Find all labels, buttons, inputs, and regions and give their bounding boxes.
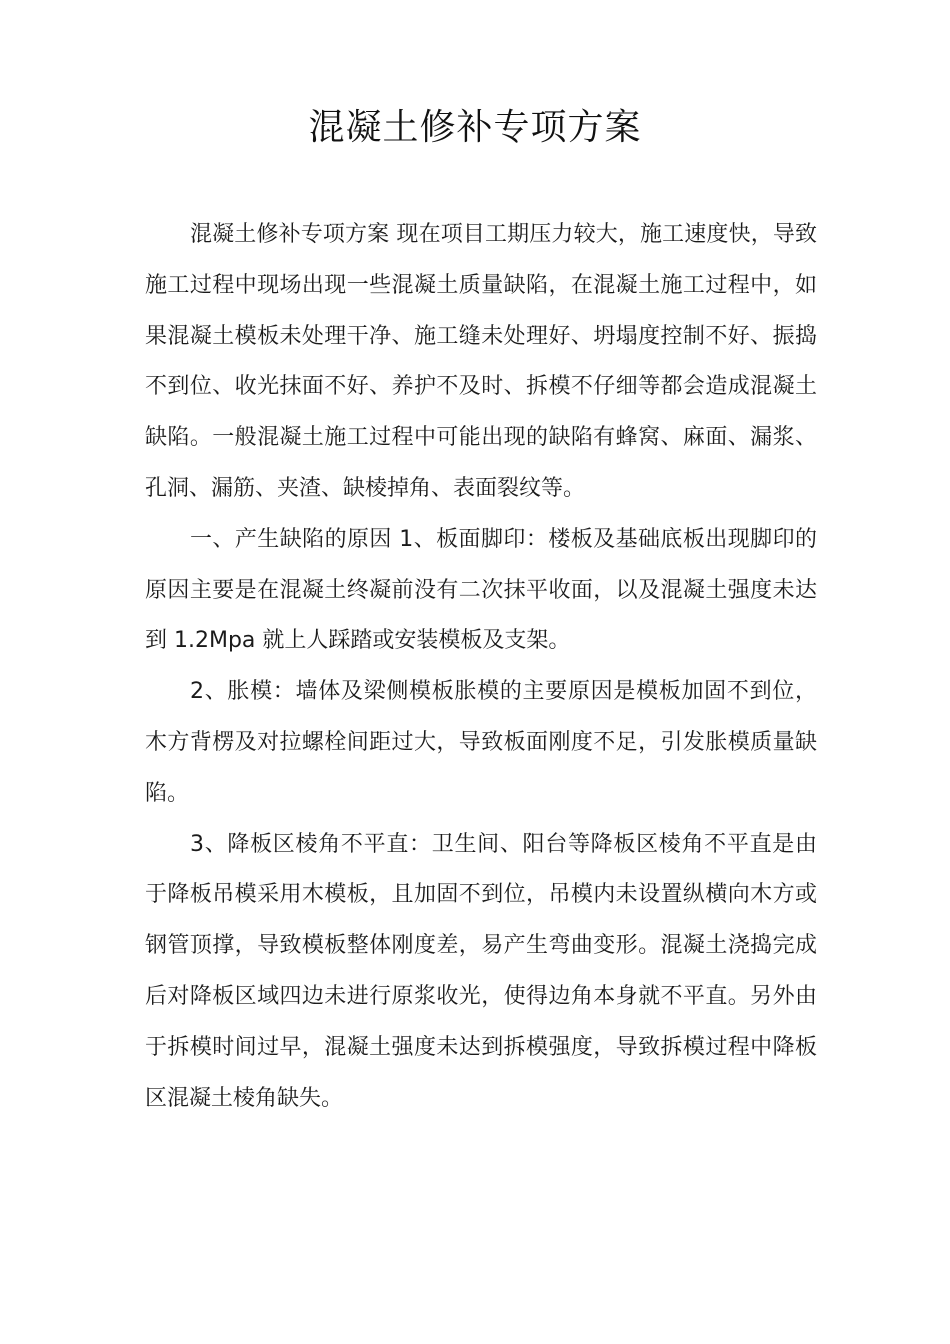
paragraph-cause-formwork-bulge: 2、胀模：墙体及梁侧模板胀模的主要原因是模板加固不到位，木方背楞及对拉螺栓间距过大，导致板面刚度不足，引发胀模质量缺陷。: [145, 679, 817, 806]
document-title: 混凝土修补专项方案: [308, 107, 642, 148]
paragraph-cause-drop-slab-edge: 3、降板区棱角不平直：卫生间、阳台等降板区棱角不平直是由于降板吊模采用木模板，且加固不到位，吊模内未设置纵横向木方或钢管顶撑，导致模板整体刚度差，易产生弯曲变形。混凝土浇捣完成后对降板区域四边未进行原浆收光，使得边角本身就不平直。另外由于拆模时间过早，混凝土强度未达到拆模强度，导致拆模过程中降板区混凝土棱角缺失。: [145, 831, 817, 1111]
paragraph-intro: 混凝土修补专项方案 现在项目工期压力较大，施工速度快，导致施工过程中现场出现一些混凝土质量缺陷，在混凝土施工过程中，如果混凝土模板未处理干净、施工缝未处理好、坍塌度控制不好、振捣不到位、收光抹面不好、养护不及时、拆模不仔细等都会造成混凝土缺陷。一般混凝土施工过程中可能出现的缺陷有蜂窝、麻面、漏浆、孔洞、漏筋、夹渣、缺棱掉角、表面裂纹等。: [145, 222, 817, 501]
paragraph-cause-footprint: 一、产生缺陷的原因 1、板面脚印：楼板及基础底板出现脚印的原因主要是在混凝土终凝前没有二次抹平收面，以及混凝土强度未达到 1.2Mpa 就上人踩踏或安装模板及支架。: [145, 526, 817, 654]
document-body: [145, 210, 817, 1124]
